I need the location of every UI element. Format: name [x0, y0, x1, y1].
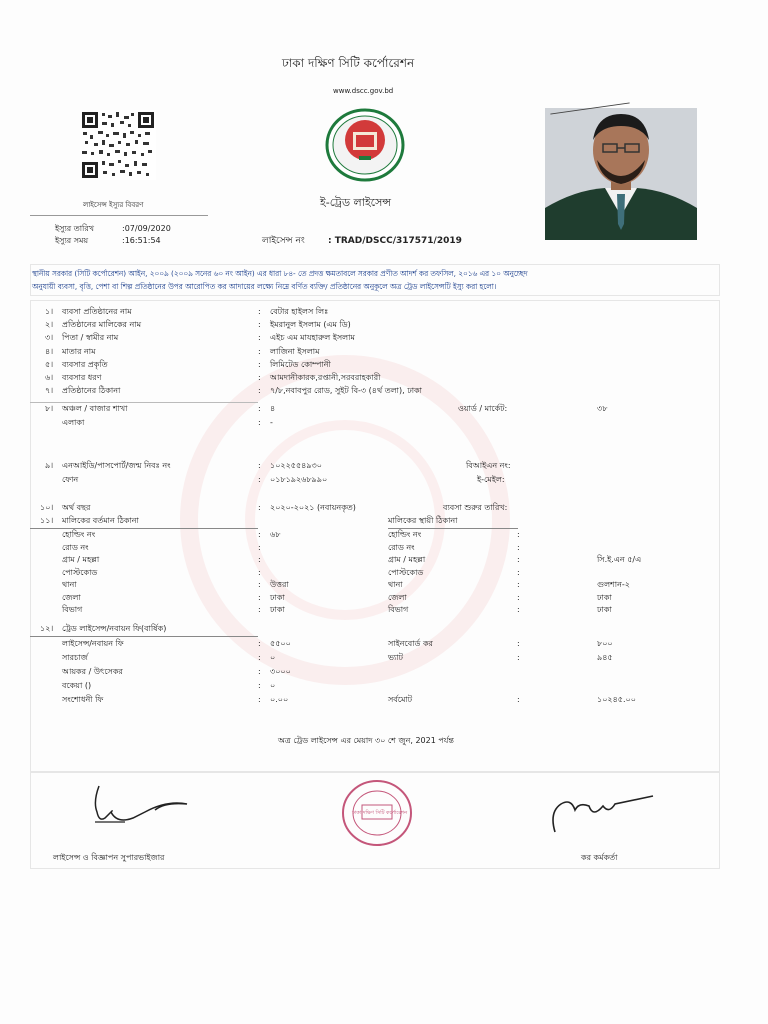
email-label: ই-মেইল: — [477, 475, 505, 484]
field-value: এইচ এম মাযহারুল ইসলাম — [270, 333, 355, 343]
permanent-address-colon: : — [517, 580, 520, 589]
present-address-label: গ্রাম / মহল্লা — [62, 555, 100, 564]
preamble-line-2: অনুযায়ী ব্যবসা, বৃত্তি, পেশা বা শিল্প প্রতিষ্ঠানের উপর আরোপিত কর আদায়ের লক্ষ্যে নিম্নে বর্ণিত ব্যক্তি/ প্রতিষ্ঠানের অনুকূলে অত্র ট্রেড লাইসেন্সটি ইস্যু করা হলো। — [32, 282, 497, 291]
field-value: ৭/৮,নবাবপুর রোড, সুইট বি-৩ (৪র্থ তলা), ঢাকা — [270, 386, 422, 396]
fiscal-year-value: ২০২০-২০২১ (নবায়নকৃত) — [270, 503, 356, 512]
fee-label: সারচার্জ — [62, 653, 88, 662]
preamble-line-1: স্থানীয় সরকার (সিটি কর্পোরেশন) আইন, ২০০৯ (২০০৯ সনের ৬০ নং আইন) এর ধারা ৮৪- তে প্রদত্ত ক্ষমতাবলে সরকার প্রণীত আদর্শ কর তফসিল, ২০১৬ এর ১০ অনুচ্ছেদ — [32, 269, 528, 278]
field-label: পিতা / স্বামীর নাম — [62, 333, 119, 343]
fee-value: ৫৫০০ — [270, 639, 291, 648]
phone-value: ০১৮১৯২৬৮৯৯০ — [270, 475, 328, 484]
fee-label: বকেয়া () — [62, 681, 92, 690]
fee-value: ০ — [270, 681, 276, 690]
area-label: এলাকা — [62, 418, 85, 427]
field-value: বেটার হাইলস লিঃ — [270, 307, 329, 316]
field-label: প্রতিষ্ঠানের ঠিকানা — [62, 386, 121, 396]
org-title: ঢাকা দক্ষিণ সিটি কর্পোরেশন — [282, 56, 415, 70]
field-colon: : — [258, 346, 261, 356]
field-number: ৭। — [45, 386, 54, 396]
license-type: ই-ট্রেড লাইসেন্স — [320, 196, 392, 209]
fee-colon: : — [258, 667, 261, 676]
fee-value: ৩০০০ — [270, 667, 291, 676]
fee-colon: : — [517, 653, 520, 662]
permanent-address-colon: : — [517, 530, 520, 539]
fee-section-title: ট্রেড লাইসেন্স/নবায়ন ফি(বার্ষিক) — [62, 624, 167, 633]
fee-label: ভ্যাট — [388, 653, 403, 662]
present-address-colon: : — [258, 530, 261, 539]
field-colon: : — [258, 333, 261, 343]
field-number: ১। — [45, 307, 54, 316]
field-label: মাতার নাম — [62, 346, 96, 356]
field-number: ৫। — [45, 359, 54, 369]
permanent-address-value: ঢাকা — [597, 605, 612, 614]
row11-no: ১১। — [40, 516, 54, 525]
fee-value: ১০২৪৫.০০ — [597, 695, 636, 704]
present-address-colon: : — [258, 555, 261, 564]
issue-date: :07/09/2020 — [122, 224, 171, 233]
bin-label: বিআইএন নং: — [466, 461, 511, 470]
area-value: - — [270, 418, 273, 427]
issue-time-label: ইস্যুর সময় — [55, 236, 89, 245]
permanent-address-label: হোল্ডিং নং — [388, 530, 422, 539]
fee-colon: : — [517, 639, 520, 648]
permanent-address-label: রোড নং — [388, 542, 415, 552]
issue-time: :16:51:54 — [122, 236, 161, 245]
validity-text: অত্র ট্রেড লাইসেন্স এর মেয়াদ ৩০ শে জুন, 2021 পর্যন্ত — [278, 736, 454, 745]
ward-label: ওয়ার্ড / মার্কেট: — [458, 404, 508, 413]
license-no: : TRAD/DSCC/317571/2019 — [328, 236, 462, 246]
row9-no: ৯। — [45, 461, 54, 470]
present-address-value: উত্তরা — [270, 580, 289, 589]
permanent-address-label: থানা — [388, 580, 403, 589]
field-label: ব্যবসা প্রতিষ্ঠানের নাম — [62, 307, 132, 316]
field-number: ৪। — [45, 346, 54, 356]
present-address-label: পোস্টকোড — [62, 567, 98, 577]
field-label: প্রতিষ্ঠানের মালিকের নাম — [62, 320, 142, 330]
fee-value: ০.০০ — [270, 695, 289, 704]
business-start-label: ব্যবসা শুরুর তারিখ: — [443, 503, 508, 512]
seal-text: ঢাকা দক্ষিণ সিটি কর্পোরেশন — [352, 810, 408, 816]
fee-label: সংশোধনী ফি — [62, 695, 104, 704]
present-address-label: থানা — [62, 580, 77, 589]
row9-colon: : — [258, 461, 261, 470]
present-address-colon: : — [258, 542, 261, 552]
present-address-label: রোড নং — [62, 542, 89, 552]
present-address-label: বিভাগ — [62, 605, 83, 614]
website: www.dscc.gov.bd — [333, 87, 394, 95]
fee-label: লাইসেন্স/নবায়ন ফি — [62, 639, 124, 648]
fee-label: সাইনবোর্ড কর — [388, 639, 433, 648]
field-colon: : — [258, 373, 261, 382]
fee-colon: : — [517, 695, 520, 704]
field-label: ব্যবসার ধরণ — [62, 373, 102, 382]
permanent-address-label: পোস্টকোড — [388, 567, 424, 577]
field-colon: : — [258, 320, 261, 330]
fee-colon: : — [258, 681, 261, 690]
permanent-address-value: সি.ই.এন ৫/এ — [597, 555, 642, 564]
field-colon: : — [258, 359, 261, 369]
present-address-title: মালিকের বর্তমান ঠিকানা — [62, 516, 139, 525]
permanent-address-value: গুলশান-২ — [597, 580, 630, 589]
present-address-underline — [30, 528, 258, 529]
permanent-address-colon: : — [517, 567, 520, 577]
row8-no: ৮। — [45, 404, 54, 413]
present-address-colon: : — [258, 567, 261, 577]
fee-value: ৮০০ — [597, 639, 613, 648]
present-address-colon: : — [258, 605, 261, 614]
present-address-colon: : — [258, 592, 261, 602]
fee-colon: : — [258, 653, 261, 662]
permanent-address-label: বিভাগ — [388, 605, 409, 614]
address-divider — [30, 402, 258, 403]
present-address-label: হোল্ডিং নং — [62, 530, 96, 539]
permanent-address-colon: : — [517, 592, 520, 602]
qr-code — [80, 110, 156, 180]
field-value: আমদানীকারক,রপ্তানী,সরবরাহকারী — [270, 373, 381, 382]
permanent-address-underline — [388, 528, 518, 529]
field-value: লাজিনা ইসলাম — [270, 346, 320, 356]
permanent-address-label: গ্রাম / মহল্লা — [388, 555, 426, 564]
row9-label: এনআইডি/পাসপোর্ট/জন্ম নিবঃ নং — [62, 461, 171, 470]
row8-colon: : — [258, 404, 261, 413]
present-address-value: ৬৮ — [270, 530, 281, 539]
row10-colon: : — [258, 503, 261, 512]
row8-value: ৪ — [270, 404, 276, 413]
present-address-value: ঢাকা — [270, 592, 285, 602]
fee-section-underline — [30, 636, 258, 637]
field-value: লিমিটেড কোম্পানী — [270, 359, 331, 369]
license-no-label: লাইসেন্স নং — [262, 236, 305, 246]
field-value: ইমরানুল ইসলাম (এম ডি) — [270, 320, 351, 330]
row8-label: অঞ্চল / বাজার শাখা — [62, 404, 128, 413]
dscc-logo — [325, 108, 405, 182]
issue-info-title: লাইসেন্স ইস্যুর বিবরণ — [83, 201, 144, 209]
fee-colon: : — [258, 639, 261, 648]
field-number: ৩। — [45, 333, 54, 343]
permanent-address-title: মালিকের স্থায়ী ঠিকানা — [388, 516, 458, 525]
field-colon: : — [258, 307, 261, 316]
field-number: ৬। — [45, 373, 54, 382]
field-label: ব্যবসার প্রকৃতি — [62, 359, 108, 369]
present-address-colon: : — [258, 580, 261, 589]
permanent-address-value: ঢাকা — [597, 592, 612, 602]
row10-label: অর্থ বছর — [62, 503, 91, 512]
officer-caption: কর কর্মকর্তা — [581, 853, 618, 862]
issue-date-label: ইস্যুর তারিখ — [55, 224, 94, 233]
supervisor-signature — [85, 782, 195, 830]
permanent-address-label: জেলা — [388, 592, 407, 602]
field-number: ২। — [45, 320, 54, 330]
fee-value: ০ — [270, 653, 276, 662]
row10-no: ১০। — [40, 503, 54, 512]
permanent-address-colon: : — [517, 542, 520, 552]
owner-photo — [545, 108, 697, 240]
present-address-label: জেলা — [62, 592, 81, 602]
row12-no: ১২। — [40, 624, 54, 633]
nid-value: ১০২২৫৫৪৯৩০ — [270, 461, 322, 470]
fee-label: সর্বমোট — [388, 695, 413, 704]
fee-label: আয়কর / উৎসেকর — [62, 667, 123, 676]
area-colon: : — [258, 418, 261, 427]
ward-value: ৩৮ — [597, 404, 608, 413]
phone-label: ফোন — [62, 475, 79, 484]
phone-colon: : — [258, 475, 261, 484]
field-colon: : — [258, 386, 261, 396]
permanent-address-colon: : — [517, 605, 520, 614]
fee-colon: : — [258, 695, 261, 704]
issue-info-divider — [30, 215, 208, 216]
present-address-value: ঢাকা — [270, 605, 285, 614]
supervisor-caption: লাইসেন্স ও বিজ্ঞাপন সুপারভাইজার — [53, 853, 165, 862]
fee-value: ৯৪৫ — [597, 653, 613, 662]
permanent-address-colon: : — [517, 555, 520, 564]
